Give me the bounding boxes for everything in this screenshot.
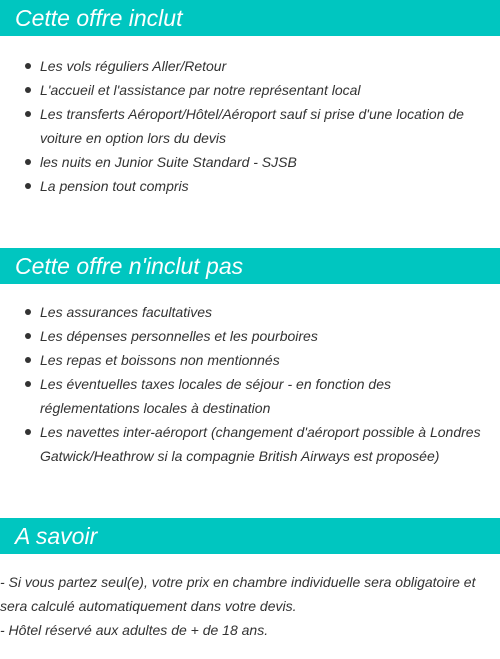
section-header-included: Cette offre inclut (0, 0, 500, 36)
list-item-text: Les dépenses personnelles et les pourboires (40, 328, 318, 344)
list-item-text: Les transferts Aéroport/Hôtel/Aéroport sauf si prise d'une location de voiture en option lors du devis (40, 106, 464, 146)
list-item (0, 174, 500, 198)
section-header-not-included: Cette offre n'inclut pas (0, 248, 500, 284)
list-item (0, 372, 500, 420)
not-included-list (0, 300, 500, 468)
bullet-icon (25, 381, 31, 387)
bullet-icon (25, 309, 31, 315)
list-item-text: Les vols réguliers Aller/Retour (40, 58, 227, 74)
included-list (0, 54, 500, 198)
list-item (0, 324, 500, 348)
list-item-text: les nuits en Junior Suite Standard - SJSB (40, 154, 297, 170)
list-item-text: L'accueil et l'assistance par notre représentant local (40, 82, 361, 98)
list-item (0, 54, 500, 78)
bullet-icon (25, 63, 31, 69)
bullet-icon (25, 183, 31, 189)
bullet-icon (25, 159, 31, 165)
list-item-text: La pension tout compris (40, 178, 189, 194)
list-item-text: Les repas et boissons non mentionnés (40, 352, 280, 368)
note-text: - Si vous partez seul(e), votre prix en chambre individuelle sera obligatoire et sera calculé automatiquement dans votre devis. (0, 574, 476, 614)
list-item-text: Les éventuelles taxes locales de séjour - en fonction des réglementations locales à destination (40, 376, 391, 416)
bullet-icon (25, 87, 31, 93)
bullet-icon (25, 111, 31, 117)
list-item (0, 102, 500, 150)
a-savoir-notes (0, 570, 500, 642)
list-item (0, 300, 500, 324)
list-item (0, 420, 500, 468)
bullet-icon (25, 429, 31, 435)
bullet-icon (25, 357, 31, 363)
list-item-text: Les navettes inter-aéroport (changement d'aéroport possible à Londres Gatwick/Heathrow si la compagnie British Airways est proposée) (40, 424, 481, 464)
list-item-text: Les assurances facultatives (40, 304, 212, 320)
list-item (0, 348, 500, 372)
section-header-a-savoir: A savoir (0, 518, 500, 554)
note-text: - Hôtel réservé aux adultes de + de 18 ans. (0, 622, 269, 638)
list-item (0, 78, 500, 102)
bullet-icon (25, 333, 31, 339)
list-item (0, 150, 500, 174)
